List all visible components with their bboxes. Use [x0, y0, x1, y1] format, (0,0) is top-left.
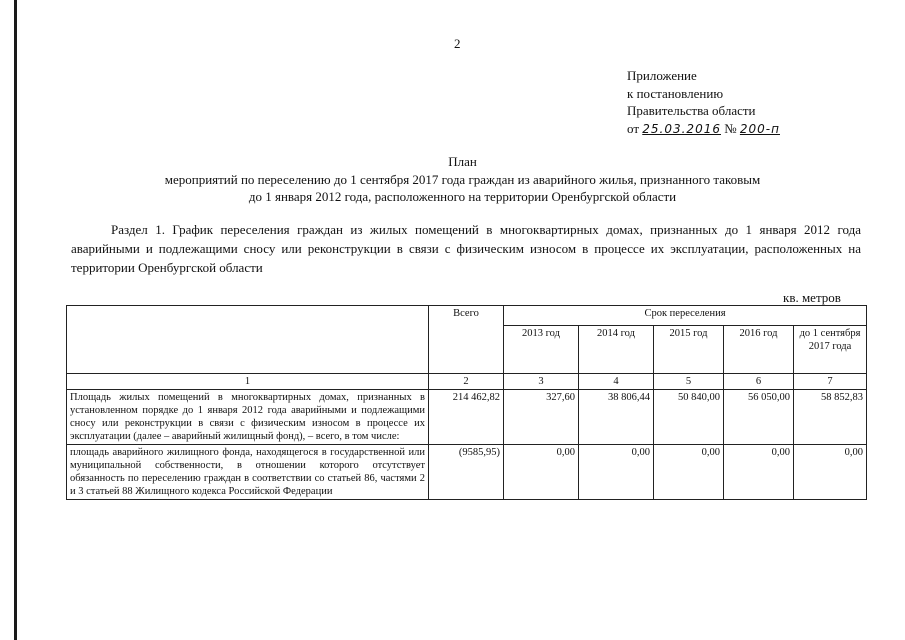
page-number: 2 [454, 36, 461, 51]
cell-2016: 56 050,00 [724, 390, 794, 445]
cell-2017: 58 852,83 [794, 390, 867, 445]
binding-line [14, 0, 17, 640]
column-number: 6 [724, 374, 794, 390]
appendix-date-line [627, 120, 780, 139]
header-empty-cell [67, 306, 429, 374]
cell-2017: 0,00 [794, 445, 867, 500]
header-year: 2015 год [654, 326, 724, 374]
section-heading: Раздел 1. График переселения граждан из жилых помещений в многоквартирных домах, признанных до 1 января 2012 года аварийными и подлежащими сносу или реконструкции в связи с физическим износом в процессе их эксплуатации, расположенных на территории Оренбургской области [71, 222, 861, 275]
resettlement-table [66, 305, 867, 500]
number-prefix: № [724, 120, 737, 136]
row-label: Площадь жилых помещений в многоквартирных домах, признанных в установленном порядке до 1 января 2012 года аварийными и подлежащими сносу или реконструкции в связи с физическим износом в процессе их эксплуатации (далее – аварийный жилищный фонд), – всего, в том числе: [67, 390, 429, 445]
date-prefix: от [627, 120, 640, 136]
cell-2013: 0,00 [504, 445, 579, 500]
cell-2014: 0,00 [579, 445, 654, 500]
header-year: 2014 год [579, 326, 654, 374]
table-row [67, 390, 867, 445]
units-label: кв. метров [783, 290, 841, 305]
appendix-block [627, 67, 780, 138]
column-number: 2 [429, 374, 504, 390]
appendix-line-1: Приложение [627, 68, 697, 83]
cell-2015: 50 840,00 [654, 390, 724, 445]
header-total: Всего [429, 306, 504, 374]
cell-2013: 327,60 [504, 390, 579, 445]
document-subtitle-line-1: мероприятий по переселению до 1 сентября 2017 года граждан из аварийного жилья, признанного таковым [164, 172, 761, 187]
column-number: 5 [654, 374, 724, 390]
handwritten-date: 25.03.2016 [642, 121, 721, 136]
cell-total: 214 462,82 [429, 390, 504, 445]
header-period: Срок переселения [504, 306, 867, 326]
column-number-row [67, 374, 867, 390]
header-year: 2016 год [724, 326, 794, 374]
row-label: площадь аварийного жилищного фонда, находящегося в государственной или муниципальной собственности, в отношении которого отсутствует обязанность по переселению граждан в соответствии со статьей 86, частями 2 и 3 статьей 88 Жилищного кодекса Российской Федерации [67, 445, 429, 500]
column-number: 3 [504, 374, 579, 390]
column-number: 1 [67, 374, 429, 390]
cell-total: (9585,95) [429, 445, 504, 500]
cell-2014: 38 806,44 [579, 390, 654, 445]
column-number: 7 [794, 374, 867, 390]
cell-2016: 0,00 [724, 445, 794, 500]
appendix-line-2: к постановлению [627, 85, 724, 101]
cell-2015: 0,00 [654, 445, 724, 500]
header-year: 2013 год [504, 326, 579, 374]
column-number: 4 [579, 374, 654, 390]
handwritten-number: 200-п [739, 121, 780, 136]
header-year: до 1 сентября 2017 года [794, 326, 867, 374]
table-header-row [67, 306, 867, 326]
document-subtitle-line-2: до 1 января 2012 года, расположенного на территории Оренбургской области [248, 189, 677, 204]
appendix-line-3: Правительства области [627, 103, 756, 118]
document-title: План [448, 154, 477, 169]
table-row [67, 445, 867, 500]
